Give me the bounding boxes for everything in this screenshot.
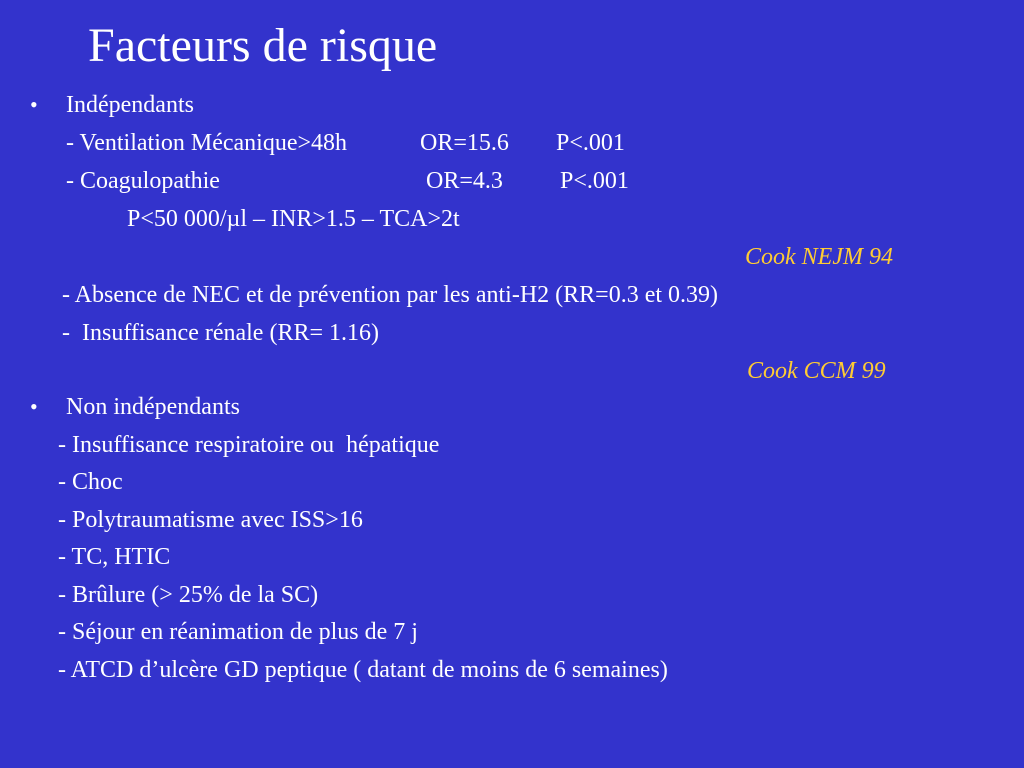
bullet-independants: • (30, 92, 38, 117)
list-item: - TC, HTIC (58, 544, 171, 570)
list-item: - Choc (58, 469, 123, 495)
slide-title: Facteurs de risque (88, 19, 438, 72)
coag-p: P<.001 (560, 168, 629, 194)
renal-item: - Insuffisance rénale (RR= 1.16) (62, 320, 379, 346)
list-item: - Brûlure (> 25% de la SC) (58, 582, 319, 608)
bullet-non-independants: • (30, 394, 38, 419)
citation-cook-nejm: Cook NEJM 94 (745, 244, 893, 270)
coag-label: - Coagulopathie (66, 168, 220, 194)
vm-p: P<.001 (556, 130, 625, 156)
heading-independants: Indépendants (66, 92, 194, 118)
coag-or: OR=4.3 (426, 168, 503, 194)
list-item: - ATCD d’ulcère GD peptique ( datant de moins de 6 semaines) (58, 657, 668, 683)
vm-label: - Ventilation Mécanique>48h (66, 130, 348, 156)
list-item: - Séjour en réanimation de plus de 7 j (58, 619, 418, 645)
nec-item: - Absence de NEC et de prévention par les anti-H2 (RR=0.3 et 0.39) (62, 282, 719, 308)
citation-cook-ccm: Cook CCM 99 (747, 358, 886, 384)
list-item: - Polytraumatisme avec ISS>16 (58, 507, 363, 533)
heading-non-independants: Non indépendants (66, 394, 240, 420)
vm-or: OR=15.6 (420, 130, 509, 156)
coag-detail: P<50 000/µl – INR>1.5 – TCA>2t (127, 206, 460, 232)
list-item: - Insuffisance respiratoire ou hépatique (58, 432, 440, 458)
